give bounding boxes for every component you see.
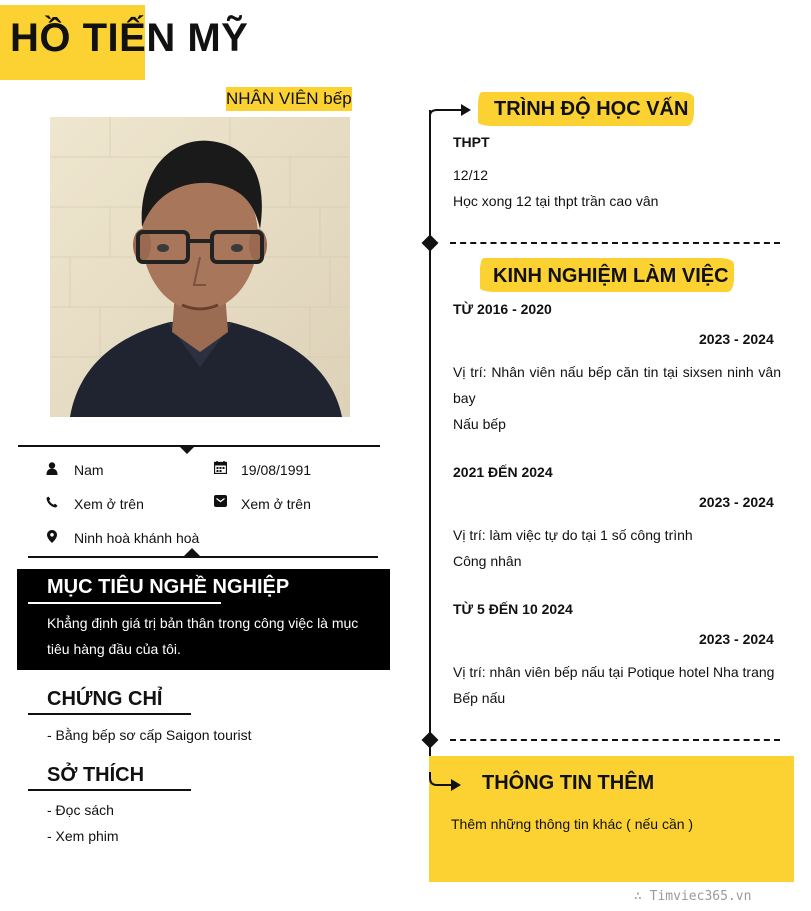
experience-period: TỪ 2016 - 2020 bbox=[453, 301, 552, 317]
certificates-underline bbox=[28, 713, 191, 715]
candidate-name: HỒ TIẾN MỸ bbox=[10, 16, 249, 60]
experience-role: Nấu bếp bbox=[453, 416, 506, 432]
timeline-line bbox=[429, 110, 431, 790]
experience-years: 2023 - 2024 bbox=[699, 631, 774, 647]
gender-value: Nam bbox=[74, 462, 104, 478]
experience-years: 2023 - 2024 bbox=[699, 331, 774, 347]
section-dashed-divider bbox=[450, 739, 780, 741]
experience-position: Vị trí: nhân viên bếp nấu tại Potique hotel Nha trang bbox=[453, 664, 775, 680]
map-marker-icon bbox=[45, 529, 59, 543]
arrow-right-icon bbox=[429, 102, 473, 125]
hobby-item: - Xem phim bbox=[47, 828, 119, 844]
calendar-icon bbox=[213, 460, 227, 474]
experience-period: TỪ 5 ĐẾN 10 2024 bbox=[453, 601, 573, 617]
objective-text: Khẳng định giá trị bản thân trong công việc là mục tiêu hàng đầu của tôi. bbox=[47, 615, 359, 657]
education-grade: 12/12 bbox=[453, 167, 489, 183]
phone-value: Xem ở trên bbox=[74, 496, 144, 512]
extra-info-text: Thêm những thông tin khác ( nếu cần ) bbox=[451, 816, 694, 832]
timeline-diamond bbox=[422, 732, 439, 749]
hobbies-title: SỞ THÍCH bbox=[47, 764, 145, 786]
avatar-image bbox=[50, 117, 350, 417]
experience-years: 2023 - 2024 bbox=[699, 494, 774, 510]
timeline-diamond bbox=[422, 235, 439, 252]
watermark: ∴ Timviec365.vn bbox=[634, 889, 752, 904]
address-value: Ninh hoà khánh hoà bbox=[74, 530, 200, 546]
certificates-title: CHỨNG CHỈ bbox=[47, 688, 163, 710]
experience-role: Công nhân bbox=[453, 553, 522, 569]
experience-position: Vị trí: làm việc tự do tại 1 số công trình bbox=[453, 527, 693, 543]
person-icon bbox=[45, 461, 59, 475]
certificate-item: - Bằng bếp sơ cấp Saigon tourist bbox=[47, 727, 252, 743]
birthday-value: 19/08/1991 bbox=[241, 462, 312, 478]
section-dashed-divider bbox=[450, 242, 780, 244]
job-title: NHÂN VIÊN bếp bbox=[226, 87, 352, 111]
extra-info-title: THÔNG TIN THÊM bbox=[482, 772, 655, 794]
experience-role: Bếp nấu bbox=[453, 690, 506, 706]
divider-pointer-up bbox=[184, 548, 200, 556]
hobbies-underline bbox=[28, 789, 191, 791]
education-school: THPT bbox=[453, 134, 490, 150]
info-top-divider bbox=[18, 445, 380, 447]
education-description: Học xong 12 tại thpt trần cao vân bbox=[453, 193, 659, 209]
experience-title: KINH NGHIỆM LÀM VIỆC bbox=[493, 265, 729, 287]
divider-pointer-down bbox=[179, 446, 195, 454]
avatar bbox=[50, 117, 350, 417]
arrow-right-icon bbox=[429, 772, 463, 801]
info-bottom-divider bbox=[28, 556, 378, 558]
education-title: TRÌNH ĐỘ HỌC VẤN bbox=[494, 98, 689, 120]
objective-underline bbox=[28, 602, 221, 604]
objective-title: MỤC TIÊU NGHỀ NGHIỆP bbox=[47, 576, 290, 598]
experience-position: Vị trí: Nhân viên nấu bếp căn tin tại sixsen ninh vân bay bbox=[453, 364, 781, 406]
email-icon bbox=[213, 494, 227, 508]
hobby-item: - Đọc sách bbox=[47, 802, 114, 818]
email-value: Xem ở trên bbox=[241, 496, 311, 512]
experience-period: 2021 ĐẾN 2024 bbox=[453, 464, 553, 480]
phone-icon bbox=[45, 495, 59, 509]
